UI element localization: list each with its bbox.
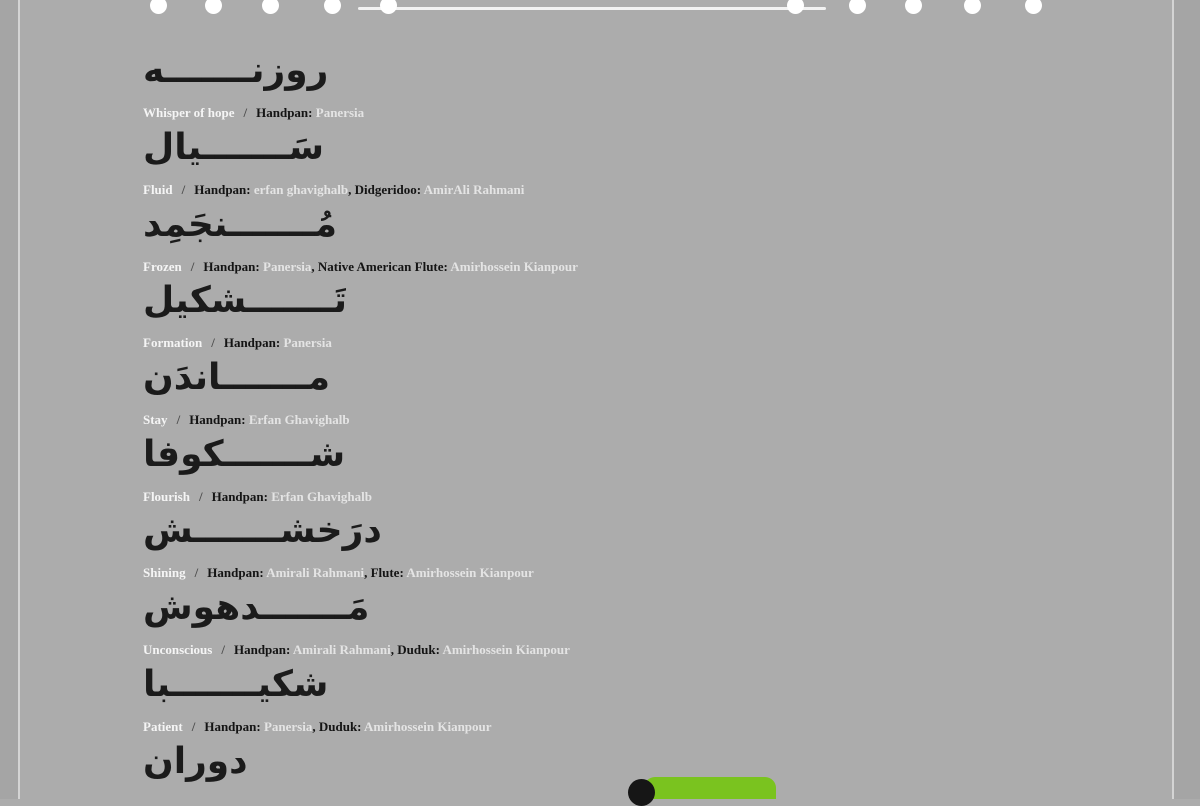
track-title-farsi: درَخشـــــــش <box>143 510 382 551</box>
credit-separator: / <box>221 642 225 657</box>
track-credit-line <box>143 719 1043 735</box>
timeline-track-dot[interactable] <box>150 0 167 14</box>
instrument-label: , Native American Flute: <box>311 259 451 274</box>
track-credit-line <box>143 182 1043 198</box>
track-title-farsi: روزنـــــــه <box>143 50 329 91</box>
track-title-farsi: دوران <box>143 741 248 782</box>
instrument-label: Handpan: <box>207 565 267 580</box>
artist-name: Amirali Rahmani <box>266 565 365 580</box>
player-knob-icon[interactable] <box>628 779 655 806</box>
credit-separator: / <box>190 259 195 274</box>
instrument-label: , Duduk: <box>390 642 443 657</box>
timeline-track-dot[interactable] <box>205 0 222 14</box>
track-title-farsi: شـــــــكوفا <box>143 434 346 475</box>
track-title-english: Fluid <box>143 182 173 197</box>
credit-separator: / <box>243 105 248 120</box>
track-item <box>143 125 1043 198</box>
track-title-english: Flourish <box>143 489 190 504</box>
credit-separator: / <box>181 182 186 197</box>
instrument-label: Handpan: <box>223 335 284 350</box>
artist-name: Erfan Ghavighalb <box>271 489 372 504</box>
instrument-label: Handpan: <box>194 182 254 197</box>
artist-name: Panersia <box>315 105 365 120</box>
left-rail <box>0 0 20 799</box>
track-credit-line <box>143 565 1043 581</box>
track-title-farsi: سَـــــــيال <box>143 127 324 168</box>
instrument-label: Handpan: <box>203 259 263 274</box>
artist-name: Amirhossein Kianpour <box>364 719 492 734</box>
track-title-farsi: مـــــــاندَن <box>143 357 330 398</box>
track-title-english: Stay <box>143 412 168 427</box>
track-title-farsi: تَـــــــشكيل <box>143 280 348 321</box>
timeline-track-dot[interactable] <box>380 0 397 14</box>
track-item <box>143 48 1043 121</box>
credit-separator: / <box>194 565 199 580</box>
artist-name: Panersia <box>263 259 312 274</box>
timeline-track-dot[interactable] <box>787 0 804 14</box>
track-title-farsi: مَـــــــدهوش <box>143 587 370 628</box>
play-button[interactable] <box>644 777 776 799</box>
track-timeline <box>0 0 1200 30</box>
instrument-label: Handpan: <box>211 489 272 504</box>
track-title-english: Patient <box>143 719 183 734</box>
track-credit-line <box>143 105 1043 121</box>
track-credit-line <box>143 642 1043 658</box>
track-item <box>143 508 1043 581</box>
track-item <box>143 355 1043 428</box>
instrument-label: Handpan: <box>233 642 293 657</box>
track-title-farsi: شكيـــــــبا <box>143 664 329 705</box>
track-title-english: Formation <box>143 335 203 350</box>
track-item <box>143 739 1043 785</box>
track-credit-line <box>143 489 1043 505</box>
timeline-track-dot[interactable] <box>905 0 922 14</box>
track-item <box>143 202 1043 275</box>
artist-name: Panersia <box>263 719 313 734</box>
track-title-english: Unconscious <box>143 642 213 657</box>
track-credit-line <box>143 259 1043 275</box>
artist-name: Amirhossein Kianpour <box>406 565 534 580</box>
credit-separator: / <box>211 335 215 350</box>
track-title-english: Whisper of hope <box>143 105 235 120</box>
track-item <box>143 432 1043 505</box>
instrument-label: , Flute: <box>364 565 407 580</box>
track-credit-line <box>143 412 1043 428</box>
credit-separator: / <box>191 719 196 734</box>
timeline-track-dot[interactable] <box>964 0 981 14</box>
track-title-english: Shining <box>143 565 186 580</box>
credit-separator: / <box>176 412 181 427</box>
timeline-track-dot[interactable] <box>849 0 866 14</box>
artist-name: Amirhossein Kianpour <box>442 642 570 657</box>
right-rail <box>1172 0 1200 799</box>
instrument-label: Handpan: <box>204 719 264 734</box>
timeline-progress-line <box>358 7 826 10</box>
timeline-track-dot[interactable] <box>262 0 279 14</box>
track-title-english: Frozen <box>143 259 182 274</box>
track-item <box>143 585 1043 658</box>
track-item <box>143 662 1043 735</box>
artist-name: erfan ghavighalb <box>253 182 349 197</box>
track-title-farsi: مُـــــــنجَمِد <box>143 204 337 245</box>
artist-name: AmirAli Rahmani <box>423 182 525 197</box>
instrument-label: Handpan: <box>189 412 249 427</box>
timeline-track-dot[interactable] <box>324 0 341 14</box>
track-item <box>143 278 1043 351</box>
artist-name: Panersia <box>283 335 332 350</box>
instrument-label: Handpan: <box>256 105 316 120</box>
instrument-label: , Duduk: <box>312 719 365 734</box>
credit-separator: / <box>198 489 203 504</box>
instrument-label: , Didgeridoo: <box>348 182 424 197</box>
artist-name: Amirhossein Kianpour <box>450 259 578 274</box>
track-credit-line <box>143 335 1043 351</box>
artist-name: Erfan Ghavighalb <box>248 412 350 427</box>
timeline-track-dot[interactable] <box>1025 0 1042 14</box>
artist-name: Amirali Rahmani <box>292 642 391 657</box>
